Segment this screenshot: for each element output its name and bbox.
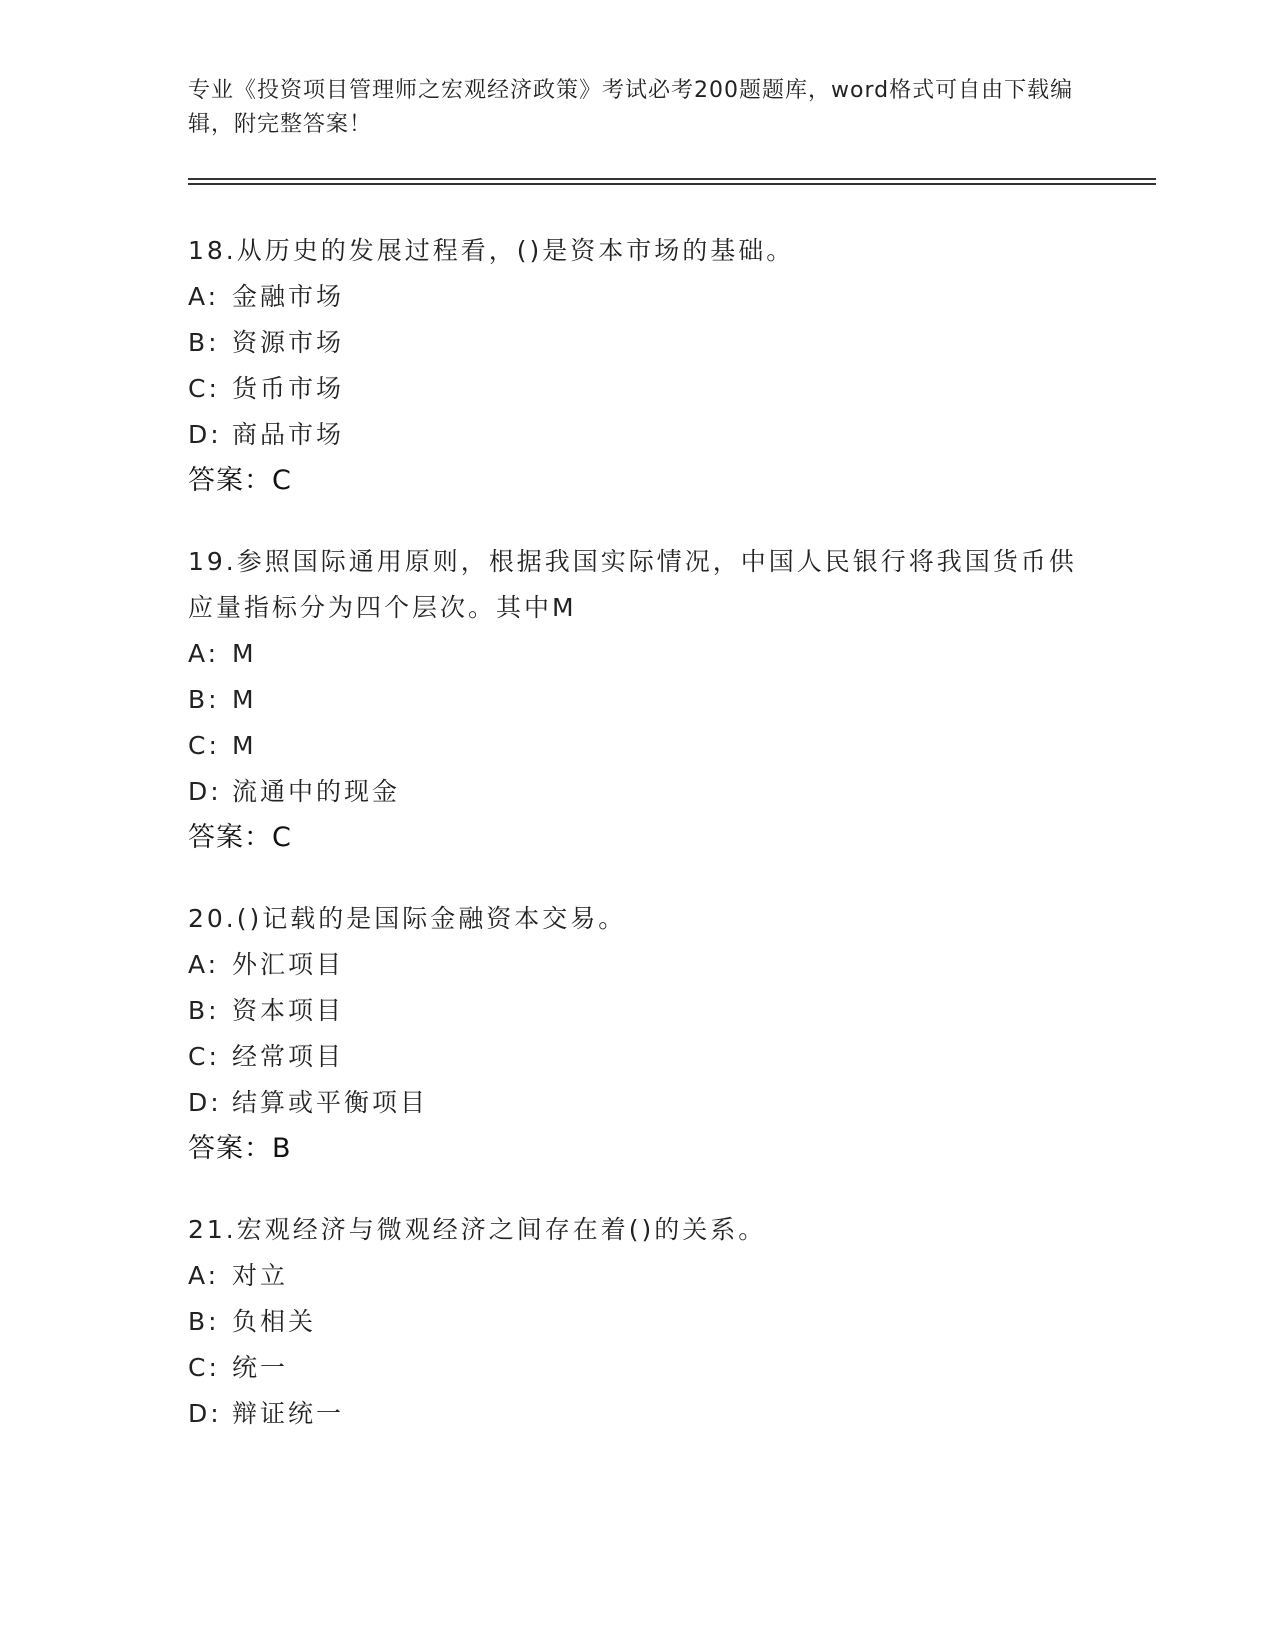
option-b — [188, 988, 1088, 1034]
option-text: M — [232, 639, 257, 668]
header-divider-bottom — [188, 183, 1156, 185]
option-text: 资源市场 — [232, 328, 345, 357]
option-c — [188, 1034, 1088, 1080]
option-label: C: — [188, 731, 220, 760]
question-stem: 20.()记载的是国际金融资本交易。 — [188, 904, 627, 933]
option-a — [188, 274, 1088, 320]
answer-line: 答案：C — [188, 822, 292, 853]
option-label: C: — [188, 1353, 220, 1382]
option-a — [188, 631, 1088, 677]
option-text: 金融市场 — [232, 282, 345, 311]
option-c — [188, 1345, 1088, 1391]
option-d — [188, 769, 1088, 815]
option-text: 外汇项目 — [232, 950, 345, 979]
question-stem: 19.参照国际通用原则，根据我国实际情况，中国人民银行将我国货币供应量指标分为四个层次。其中M — [188, 547, 1077, 622]
option-text: M — [232, 685, 257, 714]
answer-line: 答案：C — [188, 465, 292, 496]
option-text: 货币市场 — [232, 374, 345, 403]
option-text: M — [232, 731, 257, 760]
option-d — [188, 1391, 1088, 1437]
option-label: C: — [188, 374, 220, 403]
question-18 — [188, 228, 1088, 504]
option-label: A: — [188, 282, 220, 311]
option-label: A: — [188, 950, 220, 979]
option-c — [188, 366, 1088, 412]
option-d — [188, 1080, 1088, 1126]
option-a — [188, 1253, 1088, 1299]
question-19 — [188, 539, 1088, 861]
question-list — [188, 228, 1088, 1472]
answer-line: 答案：B — [188, 1133, 292, 1164]
document-header: 专业《投资项目管理师之宏观经济政策》考试必考200题题库，word格式可自由下载编辑，附完整答案！ — [188, 78, 1074, 137]
option-text: 经常项目 — [232, 1042, 345, 1071]
option-b — [188, 1299, 1088, 1345]
question-stem: 18.从历史的发展过程看，()是资本市场的基础。 — [188, 236, 795, 265]
option-b — [188, 677, 1088, 723]
option-text: 流通中的现金 — [232, 777, 401, 806]
option-label: D: — [188, 420, 222, 449]
option-b — [188, 320, 1088, 366]
option-a — [188, 942, 1088, 988]
option-label: D: — [188, 1088, 222, 1117]
option-label: B: — [188, 685, 220, 714]
option-c — [188, 723, 1088, 769]
option-label: B: — [188, 1307, 220, 1336]
option-label: B: — [188, 328, 220, 357]
question-21 — [188, 1207, 1088, 1437]
option-d — [188, 412, 1088, 458]
option-text: 对立 — [232, 1261, 289, 1290]
option-label: A: — [188, 639, 220, 668]
option-text: 商品市场 — [232, 420, 345, 449]
option-label: D: — [188, 777, 222, 806]
option-text: 负相关 — [232, 1307, 317, 1336]
header-divider-top — [188, 178, 1156, 180]
option-label: B: — [188, 996, 220, 1025]
option-text: 结算或平衡项目 — [232, 1088, 429, 1117]
question-20 — [188, 896, 1088, 1172]
option-text: 资本项目 — [232, 996, 345, 1025]
question-stem: 21.宏观经济与微观经济之间存在着()的关系。 — [188, 1215, 767, 1244]
option-label: C: — [188, 1042, 220, 1071]
option-label: D: — [188, 1399, 222, 1428]
option-label: A: — [188, 1261, 220, 1290]
option-text: 辩证统一 — [232, 1399, 345, 1428]
option-text: 统一 — [232, 1353, 289, 1382]
